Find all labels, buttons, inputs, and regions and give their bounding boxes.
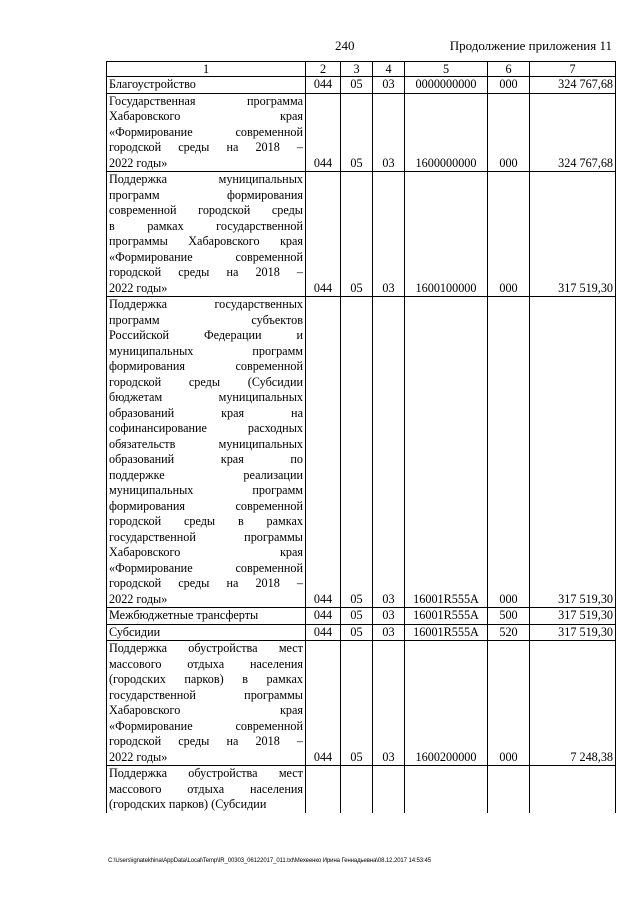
row-name-line: современной городской среды [109,203,303,217]
row-name-line: образований края на [109,405,303,420]
row-name-line: городской среды на 2018 – [109,734,303,748]
cell-subsection: 03 [373,77,405,94]
row-name-line: Поддержка обустройства мест [109,641,303,655]
row-name-line: Межбюджетные трансферты [109,608,259,622]
row-name [107,766,306,813]
row-name [107,608,306,625]
row-name [107,297,306,608]
row-name-line: Поддержка муниципальных [109,172,303,186]
cell-section: 05 [341,641,373,766]
cell-amount: 317 519,30 [530,608,616,625]
cell-type: 500 [488,608,530,625]
column-header: 7 [530,62,616,77]
row-name-line: бюджетам муниципальных [109,390,303,404]
cell-target: 16001R555A [405,297,488,608]
cell-subsection: 03 [373,297,405,608]
cell-amount: 324 767,68 [530,77,616,94]
row-name-line: массового отдыха населения [109,656,303,671]
cell-section: 05 [341,608,373,625]
column-header: 6 [488,62,530,77]
cell-subsection: 03 [373,624,405,641]
cell-section: 05 [341,297,373,608]
cell-target: 16001R555A [405,624,488,641]
table-row [107,608,616,625]
row-name-line: Благоустройство [109,77,196,91]
cell-type: 000 [488,77,530,94]
row-name [107,77,306,94]
table-row [107,172,616,297]
cell-subsection: 03 [373,93,405,172]
row-name [107,624,306,641]
cell-target: 1600200000 [405,641,488,766]
row-name-line: Российской Федерации и [109,328,303,342]
row-name-line: (городских парков) в рамках [109,672,303,686]
row-name-line: формирования современной [109,359,303,373]
row-name-line: государственной программы [109,687,303,702]
cell-amount: 317 519,30 [530,297,616,608]
cell-section: 05 [341,77,373,94]
continuation-label: Продолжение приложения 11 [449,38,612,53]
row-name [107,641,306,766]
cell-amount [530,766,616,813]
cell-target [405,766,488,813]
row-name-line: государственной программы [109,529,303,544]
row-name-line: 2022 годы» [109,155,168,170]
row-name-line: массового отдыха населения [109,781,303,796]
cell-section: 05 [341,624,373,641]
row-name-line: «Формирование современной [109,249,303,264]
row-name-line: городской среды на 2018 – [109,265,303,279]
cell-code: 044 [306,77,341,94]
cell-amount: 7 248,38 [530,641,616,766]
column-header-row [107,62,616,77]
row-name-line: «Формирование современной [109,124,303,139]
table-row [107,766,616,813]
row-name-line: Поддержка обустройства мест [109,766,303,780]
table-body [107,77,616,813]
page-number: 240 [335,38,355,53]
row-name-line: городской среды на 2018 – [109,140,303,154]
row-name-line: поддержке реализации [109,467,303,482]
column-header: 5 [405,62,488,77]
row-name-line: 2022 годы» [109,749,168,764]
row-name-line: Государственная программа [109,93,303,108]
table-row [107,93,616,172]
cell-type: 000 [488,93,530,172]
cell-target: 0000000000 [405,77,488,94]
row-name-line: программ формирования [109,187,303,202]
row-name-line: образований края по [109,452,303,466]
row-name-line: городской среды на 2018 – [109,576,303,590]
row-name-line: Хабаровского края [109,703,303,717]
row-name-line: софинансирование расходных [109,421,303,435]
row-name-line: Субсидии [109,624,161,639]
row-name-line: городской среды (Субсидии [109,374,303,389]
row-name-line: «Формирование современной [109,718,303,733]
column-header: 1 [107,62,306,77]
cell-type: 520 [488,624,530,641]
row-name-line: (городских парков) (Субсидии [109,797,267,811]
file-path-footer: C:\Users\ignatekhina\AppData\Local\Temp\IR_00303_06122017_011.txt\Мехеенко Ирина Геннадьевна\08.12.2017 14:53:45 [108,858,432,864]
cell-type: 000 [488,297,530,608]
cell-code: 044 [306,624,341,641]
cell-subsection: 03 [373,608,405,625]
cell-type: 000 [488,172,530,297]
row-name-line: 2022 годы» [109,591,168,606]
row-name-line: Хабаровского края [109,109,303,123]
row-name-line: обязательств муниципальных [109,436,303,451]
cell-section: 05 [341,172,373,297]
row-name-line: программы Хабаровского края [109,234,303,248]
row-name-line: формирования современной [109,498,303,513]
cell-subsection [373,766,405,813]
row-name-line: программ субъектов [109,312,303,327]
cell-code: 044 [306,297,341,608]
cell-amount: 317 519,30 [530,172,616,297]
cell-code [306,766,341,813]
cell-subsection: 03 [373,641,405,766]
table-row [107,77,616,94]
row-name-line: в рамках государственной [109,218,303,233]
row-name-line: муниципальных программ [109,483,303,497]
row-name [107,172,306,297]
cell-code: 044 [306,608,341,625]
cell-section: 05 [341,93,373,172]
cell-code: 044 [306,172,341,297]
row-name-line: Хабаровского края [109,545,303,559]
cell-amount: 317 519,30 [530,624,616,641]
cell-amount: 324 767,68 [530,93,616,172]
cell-target: 1600000000 [405,93,488,172]
row-name-line: «Формирование современной [109,560,303,575]
cell-code: 044 [306,93,341,172]
column-header: 2 [306,62,341,77]
cell-section [341,766,373,813]
cell-code: 044 [306,641,341,766]
table-row [107,624,616,641]
budget-table [106,61,616,813]
cell-type: 000 [488,641,530,766]
cell-type [488,766,530,813]
column-header: 4 [373,62,405,77]
row-name-line: муниципальных программ [109,343,303,358]
column-header: 3 [341,62,373,77]
cell-subsection: 03 [373,172,405,297]
table-row [107,297,616,608]
row-name-line: городской среды в рамках [109,514,303,528]
row-name [107,93,306,172]
cell-target: 1600100000 [405,172,488,297]
cell-target: 16001R555A [405,608,488,625]
row-name-line: Поддержка государственных [109,297,303,311]
table-row [107,641,616,766]
row-name-line: 2022 годы» [109,280,168,295]
